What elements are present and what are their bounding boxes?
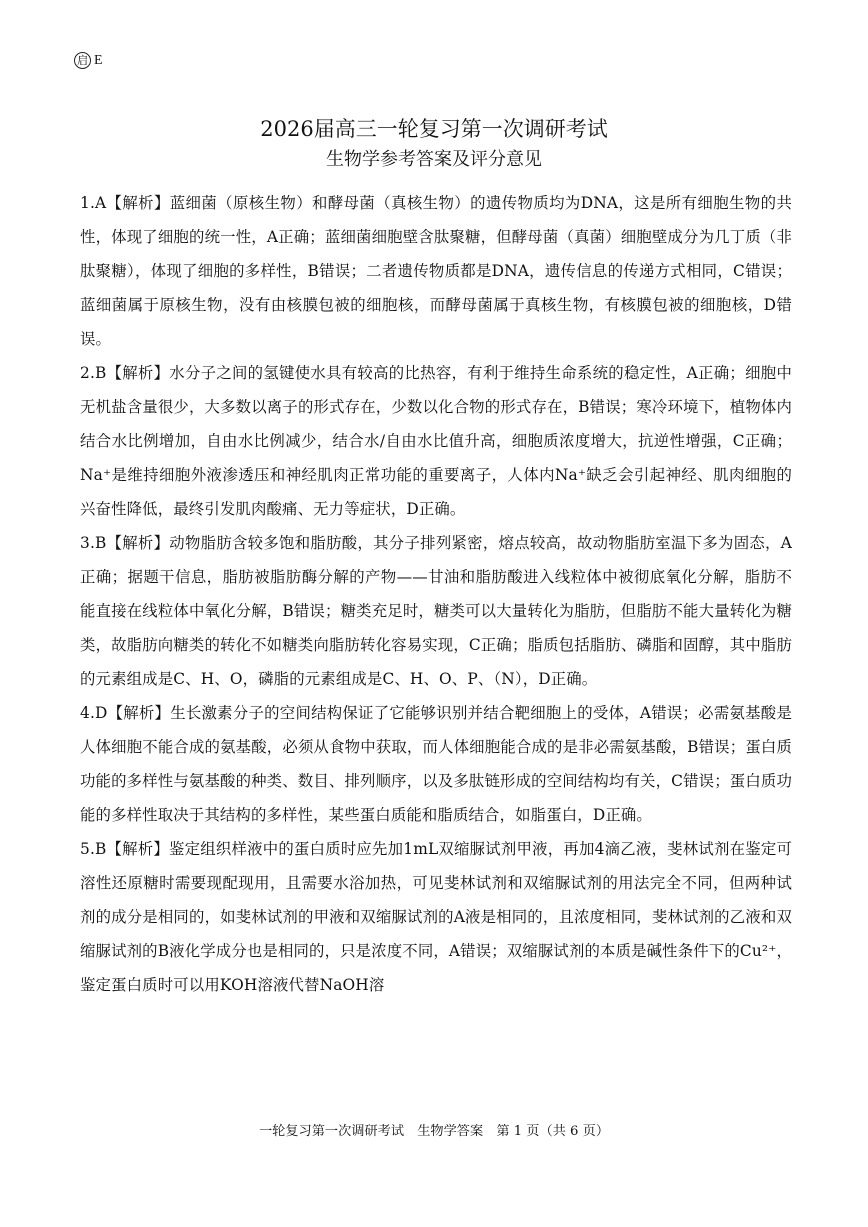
answer-paragraph-4: 4.D【解析】生长激素分子的空间结构保证了它能够识别并结合靶细胞上的受体，A错误；必需氨基酸是人体细胞不能合成的氨基酸，必须从食物中获取，而人体细胞能合成的是非必需氨基酸，B错误；蛋白质功能的多样性与氨基酸的种类、数目、排列顺序，以及多肽链形成的空间结构均有关，C错误；蛋白质功能的多样性取决于其结构的多样性，某些蛋白质能和脂质结合，如脂蛋白，D正确。 — [80, 704, 792, 824]
answer-list — [80, 186, 792, 1002]
page-subtitle: 生物学参考答案及评分意见 — [326, 149, 542, 170]
version-letter: E — [94, 52, 103, 68]
answer-paragraph-5: 5.B【解析】鉴定组织样液中的蛋白质时应先加1mL双缩脲试剂甲液，再加4滴乙液，斐林试剂在鉴定可溶性还原糖时需要现配现用，且需要水浴加热，可见斐林试剂和双缩脲试剂的用法完全不同，但两种试剂的成分是相同的，如斐林试剂的甲液和双缩脲试剂的A液是相同的，且浓度相同，斐林试剂的乙液和双缩脲试剂的B液化学成分也是相同的，只是浓度不同，A错误；双缩脲试剂的本质是碱性条件下的Cu²⁺，鉴定蛋白质时可以用KOH溶液代替NaOH溶 — [80, 840, 793, 994]
answer-paragraph-1: 1.A【解析】蓝细菌（原核生物）和酵母菌（真核生物）的遗传物质均为DNA，这是所有细胞生物的共性，体现了细胞的统一性，A正确；蓝细菌细胞壁含肽聚糖，但酵母菌（真菌）细胞壁成分为几丁质（非肽聚糖），体现了细胞的多样性，B错误；二者遗传物质都是DNA，遗传信息的传递方式相同，C错误；蓝细菌属于原核生物，没有由核膜包被的细胞核，而酵母菌属于真核生物，有核膜包被的细胞核，D错误。 — [80, 194, 792, 348]
answer-paragraph-3: 3.B【解析】动物脂肪含较多饱和脂肪酸，其分子排列紧密，熔点较高，故动物脂肪室温下多为固态，A正确；据题干信息，脂肪被脂肪酶分解的产物——甘油和脂肪酸进入线粒体中被彻底氧化分解，脂肪不能直接在线粒体中氧化分解，B错误；糖类充足时，糖类可以大量转化为脂肪，但脂肪不能大量转化为糖类，故脂肪向糖类的转化不如糖类向脂肪转化容易实现，C正确；脂质包括脂肪、磷脂和固醇，其中脂肪的元素组成是C、H、O，磷脂的元素组成是C、H、O、P、（N），D正确。 — [80, 534, 792, 688]
page-footer: 一轮复习第一次调研考试 生物学答案 第 1 页（共 6 页） — [258, 1124, 610, 1139]
seal-icon: 启 — [74, 52, 91, 69]
exam-seal-logo — [74, 52, 103, 69]
answer-paragraph-2: 2.B【解析】水分子之间的氢键使水具有较高的比热容，有利于维持生命系统的稳定性，A正确；细胞中无机盐含量很少，大多数以离子的形式存在，少数以化合物的形式存在，B错误；寒冷环境下，植物体内结合水比例增加，自由水比例减少，结合水/自由水比值升高，细胞质浓度增大，抗逆性增强，C正确；Na⁺是维持细胞外液渗透压和神经肌肉正常功能的重要离子，人体内Na⁺缺乏会引起神经、肌肉细胞的兴奋性降低，最终引发肌肉酸痛、无力等症状，D正确。 — [80, 364, 792, 518]
page-title: 2026届高三一轮复习第一次调研考试 — [260, 117, 608, 141]
